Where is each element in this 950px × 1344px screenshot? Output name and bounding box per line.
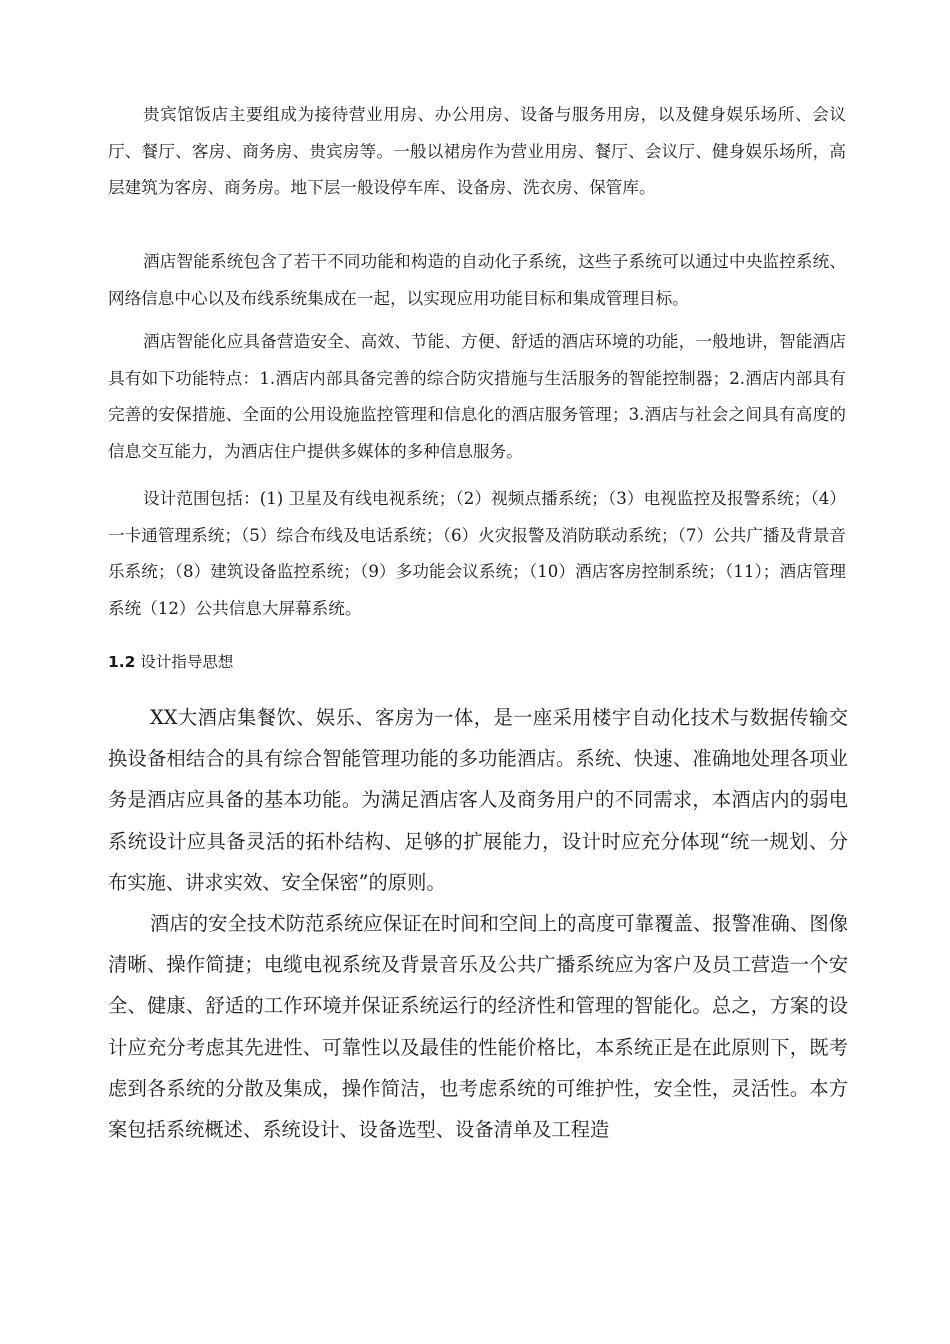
section-title: 设计指导思想	[140, 653, 234, 671]
paragraph-building-composition: 贵宾馆饭店主要组成为接待营业用房、办公用房、设备与服务用房，以及健身娱乐场所、会议厅、餐厅、客房、商务房、贵宾房等。一般以裙房作为营业用房、餐厅、会议厅、健身娱乐场所，高层建筑为客房、商务房。地下层一般设停车库、设备房、洗衣房、保管库。	[108, 105, 846, 197]
paragraph-intelligent-system: 酒店智能系统包含了若干不同功能和构造的自动化子系统，这些子系统可以通过中央监控系统、网络信息中心以及布线系统集成在一起，以实现应用功能目标和集成管理目标。	[108, 252, 846, 308]
section-number: 1.2	[108, 653, 136, 671]
paragraph-design-scope: 设计范围包括：(1) 卫星及有线电视系统；（2）视频点播系统；（3）电视监控及报警系统；（4）一卡通管理系统；（5）综合布线及电话系统；（6）火灾报警及消防联动系统；（7）公共广播及背景音乐系统；（8）建筑设备监控系统；（9）多功能会议系统；（10）酒店客房控制系统；（11）；酒店管理系统（12）公共信息大屏幕系统。	[108, 489, 846, 618]
paragraph-security-design: 酒店的安全技术防范系统应保证在时间和空间上的高度可靠覆盖、报警准确、图像清晰、操作简捷；电缆电视系统及背景音乐及公共广播系统应为客户及员工营造一个安全、健康、舒适的工作环境并保证系统运行的经济性和管理的智能化。总之，方案的设计应充分考虑其先进性、可靠性以及最佳的性能价格比，本系统正是在此原则下，既考虑到各系统的分散及集成，操作简洁，也考虑系统的可维护性，安全性，灵活性。本方案包括系统概述、系统设计、设备选型、设备清单及工程造	[108, 912, 848, 1142]
paragraph-hotel-overview: XX大酒店集餐饮、娱乐、客房为一体，是一座采用楼宇自动化技术与数据传输交换设备相结合的具有综合智能管理功能的多功能酒店。系统、快速、准确地处理各项业务是酒店应具备的基本功能。为满足酒店客人及商务用户的不同需求，本酒店内的弱电系统设计应具备灵活的拓朴结构、足够的扩展能力，设计时应充分体现“统一规划、分布实施、讲求实效、安全保密”的原则。	[108, 706, 848, 894]
paragraph-function-features: 酒店智能化应具备营造安全、高效、节能、方便、舒适的酒店环境的功能，一般地讲，智能酒店具有如下功能特点：1.酒店内部具备完善的综合防灾措施与生活服务的智能控制器；2.酒店内部具有完善的安保措施、全面的公用设施监控管理和信息化的酒店服务管理；3.酒店与社会之间具有高度的信息交互能力，为酒店住户提供多媒体的多种信息服务。	[108, 332, 846, 461]
section-heading	[108, 650, 233, 674]
